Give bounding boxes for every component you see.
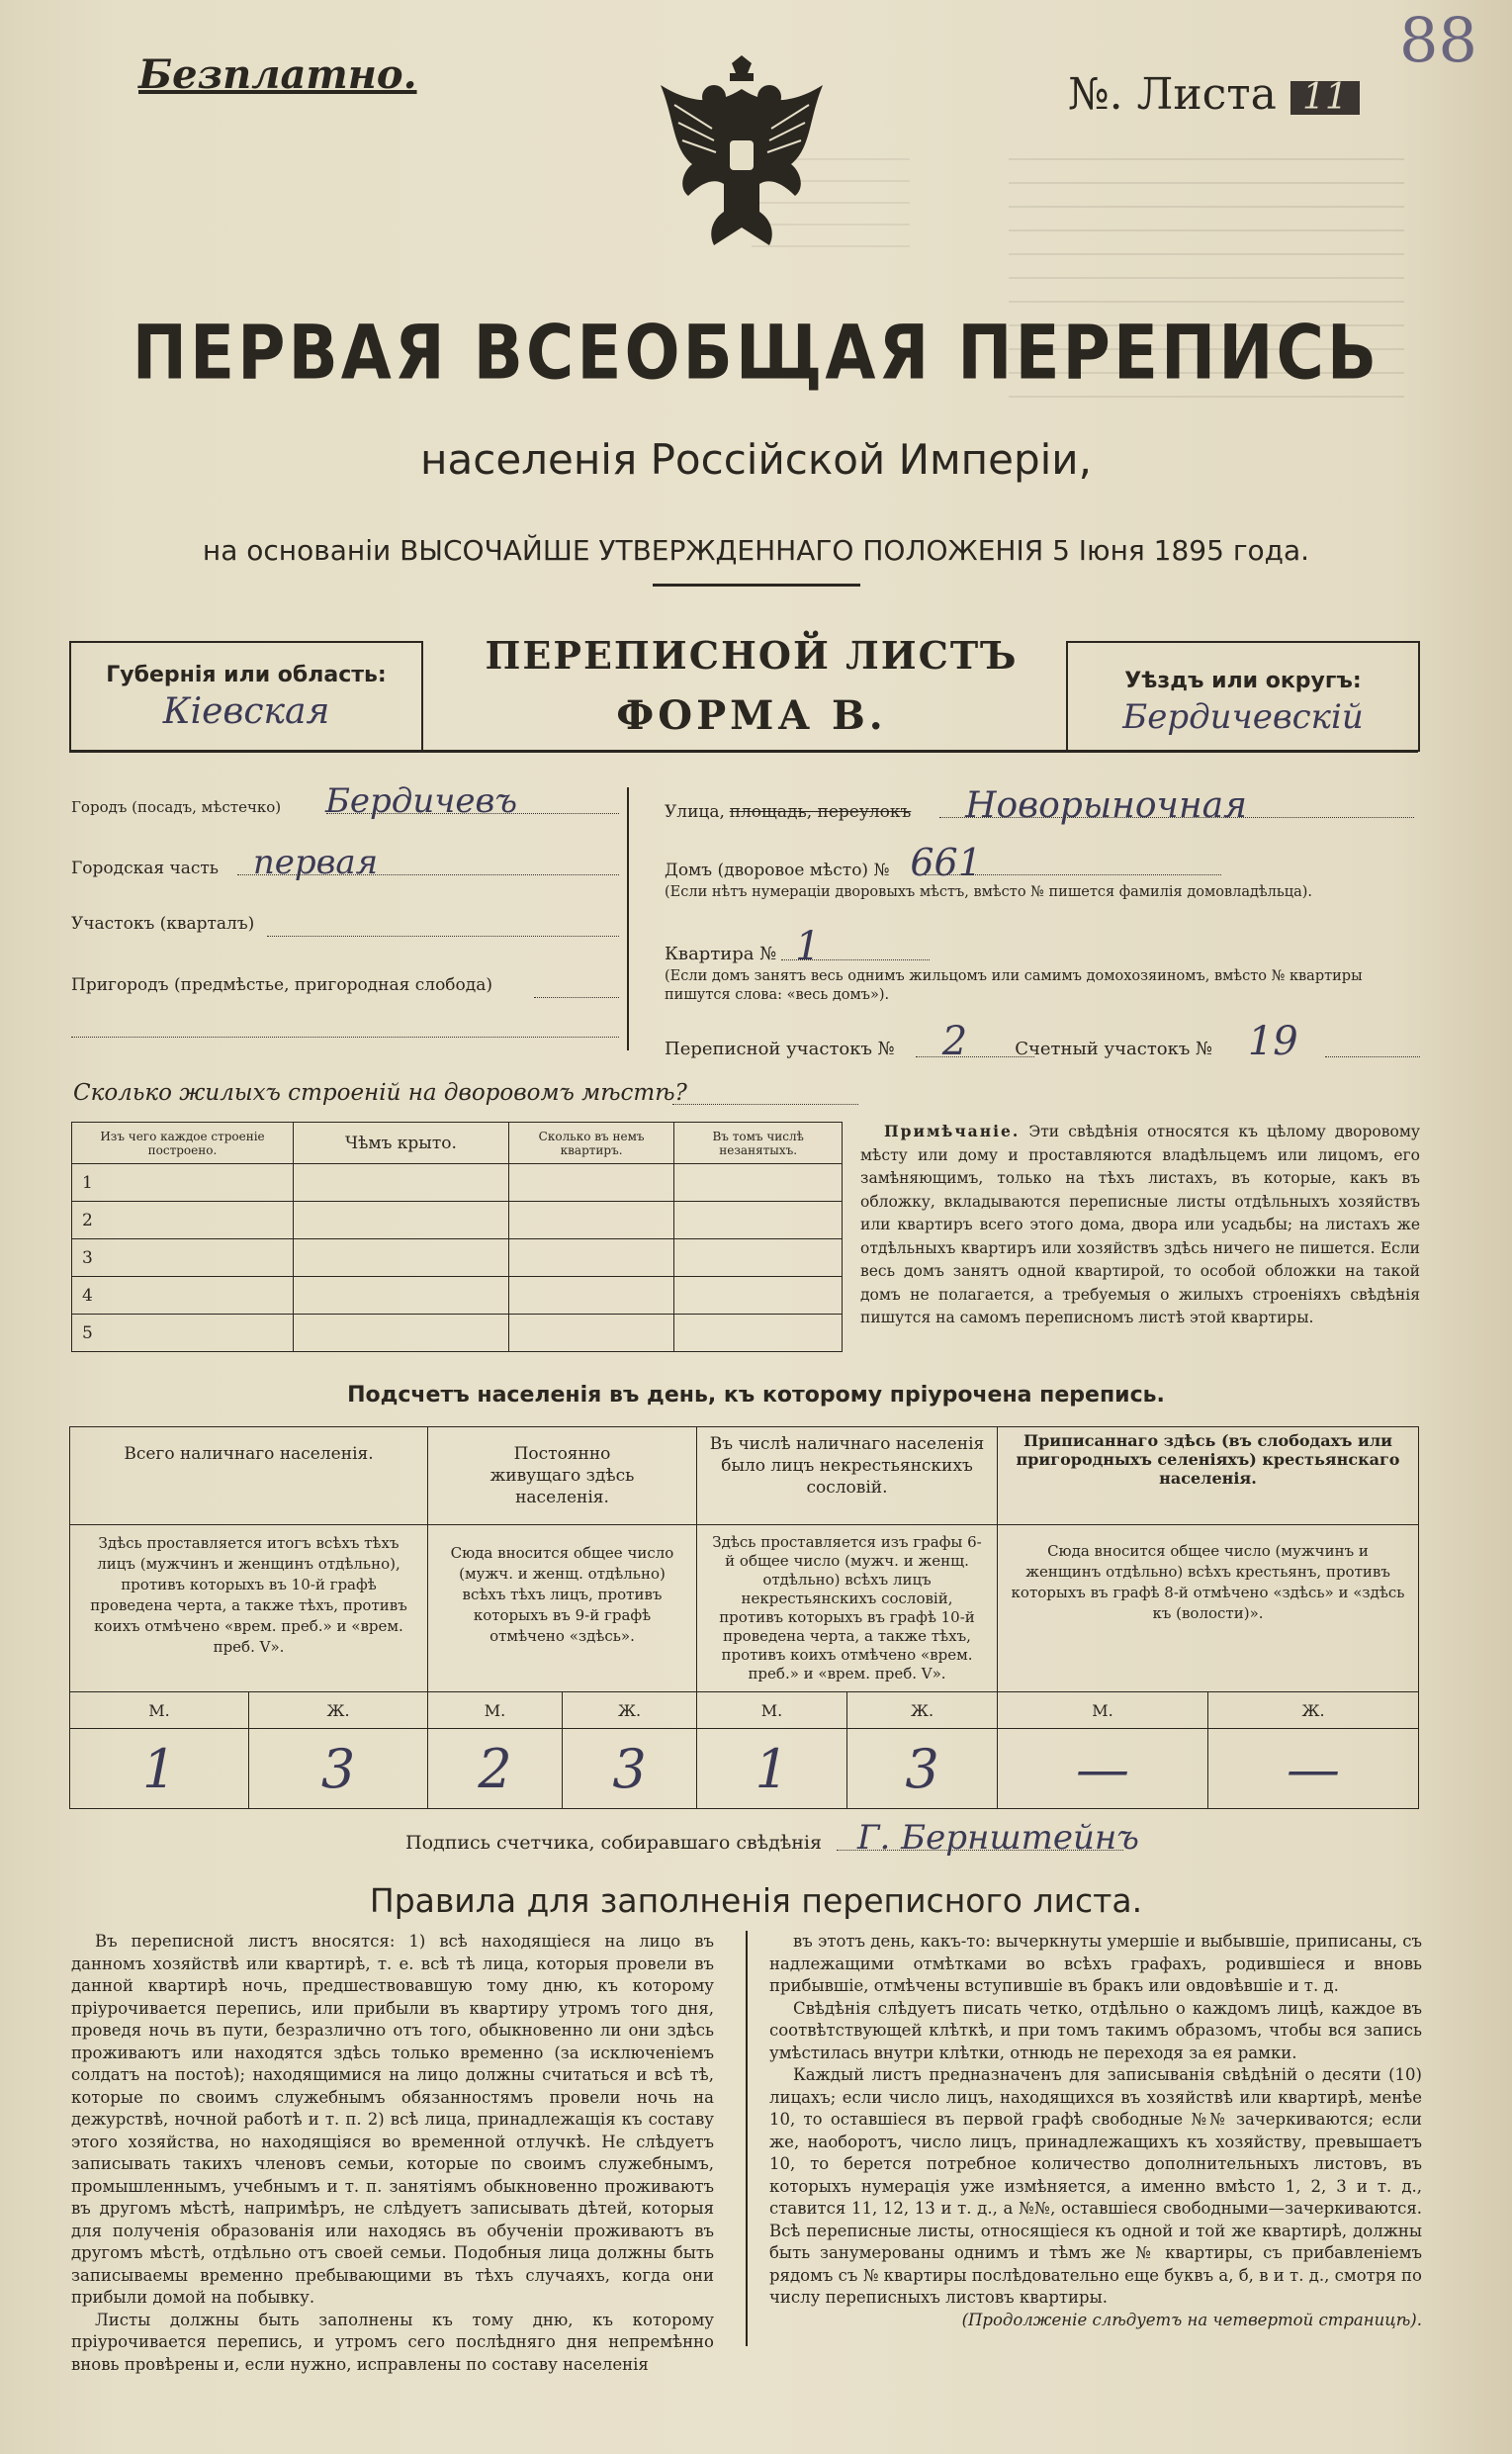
street-value: Новорыночная (965, 785, 1247, 826)
apartment-label: Квартира № (665, 944, 777, 964)
rules-left-column (71, 1931, 714, 2376)
count-district-value: 19 (1247, 1019, 1298, 1064)
city-line (326, 813, 619, 814)
table-row (72, 1164, 843, 1202)
buildings-note-text: Эти свѣдѣнія относятся къ цѣлому дворовому мѣсту или дому и проставляются владѣльцемъ или лицомъ, его замѣняющимъ, только на тѣхъ листахъ, въ которые, какъ въ обложку, вкладываются переписные листы отдѣльныхъ хозяйствъ или квартиръ всего этого дома, двора или усадьбы; на листахъ же отдѣльныхъ квартиръ или хозяйствъ здѣсь ничего не пишется. Если весь домъ занятъ одной квартирой, то особой обложки на такой домъ не полагается, а требуемыя о жилыхъ строеніяхъ свѣдѣнія пишутся на самомъ переписномъ листѣ этой квартиры. (860, 1123, 1420, 1326)
form-name: ФОРМА В. (616, 692, 887, 739)
buildings-question: Сколько жилыхъ строеній на дворовомъ мѣстѣ? (73, 1080, 687, 1106)
census-district-field (665, 1019, 1436, 1064)
house-label: Домъ (дворовое мѣсто) № (665, 861, 890, 880)
male-label: М. (428, 1692, 563, 1729)
row-number: 1 (72, 1164, 294, 1202)
double-headed-eagle-icon (653, 49, 831, 257)
count-desc-peasant: Сюда вносится общее число (мужчинъ и женщинъ отдѣльно) всѣхъ крестьянъ, противъ которыхъ въ графѣ 8-й отмѣчено «здѣсь» и «здѣсь къ (волости)». (998, 1525, 1419, 1692)
district-field (71, 914, 254, 934)
peasant-female-value: — (1208, 1729, 1419, 1809)
table-row (72, 1277, 843, 1315)
uezd-label: Уѣздъ или округъ: (1124, 669, 1362, 693)
suburb-label: Пригородъ (предмѣстье, пригородная слобода) (71, 975, 493, 995)
suburb-field (71, 975, 492, 995)
female-label: Ж. (249, 1692, 428, 1729)
buildings-col-material: Изъ чего каждое строеніе построено. (72, 1123, 294, 1164)
count-col-nonpeasant: Въ числѣ наличнаго населенія было лицъ некрестьянскихъ сословій. (697, 1427, 998, 1525)
rules-continuation: (Продолженіе слѣдуетъ на четвертой страницѣ). (961, 2310, 1422, 2329)
city-part-line (237, 874, 619, 875)
buildings-col-apartments: Сколько въ немъ квартиръ. (508, 1123, 673, 1164)
present-male-value: 1 (70, 1729, 249, 1809)
form-title: ПЕРЕПИСНОЙ ЛИСТЪ (485, 633, 1019, 678)
count-title: Подсчетъ населенія въ день, къ которому пріурочена перепись. (347, 1383, 1165, 1408)
rules-divider (746, 1931, 748, 2346)
count-col-peasant: Приписаннаго здѣсь (въ слободахъ или пригородныхъ селеніяхъ) крестьянскаго населенія. (998, 1427, 1419, 1525)
row-number: 4 (72, 1277, 294, 1315)
page-subtitle: населенія Россійской Имперіи, (420, 435, 1092, 484)
street-field (665, 785, 1416, 826)
uezd-value: Бердичевскій (1122, 697, 1364, 737)
count-col-present: Всего наличнаго населенія. (70, 1427, 428, 1525)
census-district-line (916, 1056, 1034, 1057)
gubernia-label: Губернія или область: (106, 663, 387, 687)
rules-paragraph: Въ переписной листъ вносятся: 1) всѣ находящіеся на лицо въ данномъ хозяйствѣ или квартирѣ, т. е. всѣ тѣ лица, которыя провели въ данной квартирѣ ночь, предшествовавшую тому дню, къ которому пріурочивается перепись, или прибыли въ квартиру утромъ того дня, проведя ночь въ пути, безразлично отъ того, обыкновенно ли они здѣсь проживаютъ или находятся здѣсь только временно (за исключеніемъ солдатъ на постоѣ); находящимися на лицо должны считаться и всѣ тѣ, которые по своимъ служебнымъ обязанностямъ провели ночь на дежурствѣ, ночной работѣ и т. п. 2) всѣ лица, принадлежащія къ составу этого хозяйства, но находящіяся во временной отлучкѣ. Не слѣдуетъ записывать такихъ членовъ семьи, которые по своимъ служебнымъ, промышленнымъ, учебнымъ и т. п. занятіямъ обыкновенно проживаютъ въ другомъ мѣстѣ, напримѣръ, не слѣдуетъ записывать дѣтей, которыя для полученія образованія или находясь въ обученіи проживаютъ въ другомъ мѣстѣ, отдѣльно отъ своей семьи. Подобныя лица должны быть записываемы временно пребывающими въ тѣхъ случаяхъ, когда они прибыли домой на побывку. (71, 1932, 714, 2307)
permanent-male-value: 2 (428, 1729, 563, 1809)
sheet-number-value: 11 (1290, 81, 1360, 115)
count-desc-nonpeasant: Здѣсь проставляется изъ графы 6-й общее число (мужч. и женщ. отдѣльно) всѣхъ лицъ некрестьянскихъ сословій, противъ которыхъ въ графѣ 10-й проведена черта, а также тѣхъ, противъ коихъ отмѣчено «врем. преб.» и «врем. преб. V». (697, 1525, 998, 1692)
gubernia-box (69, 641, 423, 752)
apartment-value: 1 (795, 924, 821, 969)
street-label: Улица, (665, 802, 725, 822)
sheet-number (1068, 69, 1360, 120)
signature-label: Подпись счетчика, собиравшаго свѣдѣнія (405, 1832, 822, 1854)
rules-paragraph: въ этотъ день, какъ-то: вычеркнуты умершіе и выбывшіе, приписаны, съ надлежащими отмѣтками во всѣхъ графахъ, родившіеся и вновь прибывшіе, отмѣчены вступившіе въ бракъ или овдовѣвшіе и т. д. (769, 1932, 1422, 1995)
male-label: М. (70, 1692, 249, 1729)
table-row (72, 1239, 843, 1277)
signature-field (405, 1818, 1295, 1858)
male-label: М. (697, 1692, 847, 1729)
location-divider (627, 787, 629, 1050)
free-label: Безплатно. (138, 51, 417, 98)
buildings-question-line (672, 1104, 858, 1105)
signature-value: Г. Бернштейнъ (857, 1818, 1139, 1858)
count-district-label: Счетный участокъ № (1015, 1039, 1213, 1059)
permanent-female-value: 3 (563, 1729, 697, 1809)
table-row (72, 1315, 843, 1352)
city-part-label: Городская часть (71, 859, 220, 878)
apartment-line (781, 959, 930, 960)
buildings-table (71, 1122, 843, 1352)
rules-paragraph: Листы должны быть заполнены къ тому дню, къ которому пріурочивается перепись, и утромъ сего послѣдняго дня непремѣнно вновь провѣрены и, если нужно, исправлены по составу населенія (71, 2310, 714, 2374)
female-label: Ж. (847, 1692, 998, 1729)
house-field (665, 841, 1416, 884)
count-desc-permanent: Сюда вносится общее число (мужч. и женщ. отдѣльно) всѣхъ тѣхъ лицъ, противъ которыхъ въ 9-й графѣ отмѣчено «здѣсь». (428, 1525, 697, 1692)
house-note: (Если нѣтъ нумераціи дворовыхъ мѣстъ, вмѣсто № пишется фамилія домовладѣльца). (665, 884, 1313, 900)
house-value: 661 (910, 841, 982, 884)
district-line (267, 936, 619, 937)
buildings-note-title: Примѣчаніе. (884, 1122, 1021, 1140)
apartment-note: (Если домъ занятъ весь однимъ жильцомъ или самимъ домохозяиномъ, вмѣсто № квартиры пишутся слова: «весь домъ»). (665, 968, 1363, 1003)
city-label: Городъ (посадъ, мѣстечко) (71, 798, 282, 816)
district-label: Участокъ (кварталъ) (71, 914, 255, 934)
header-divider (653, 584, 860, 587)
nonpeasant-male-value: 1 (697, 1729, 847, 1809)
row-number: 3 (72, 1239, 294, 1277)
signature-line (837, 1850, 1123, 1851)
row-number: 2 (72, 1202, 294, 1239)
census-district-value: 2 (941, 1019, 968, 1064)
rules-title: Правила для заполненія переписного листа. (369, 1881, 1143, 1920)
nonpeasant-female-value: 3 (847, 1729, 998, 1809)
apartment-field (665, 924, 1416, 969)
gubernia-value: Кіевская (162, 691, 330, 732)
count-desc-present: Здѣсь проставляется итогъ всѣхъ тѣхъ лицъ (мужчинъ и женщинъ отдѣльно), противъ которыхъ въ 10-й графѣ проведена черта, а также тѣхъ, противъ коихъ отмѣчено «врем. преб.» и «врем. преб. V». (70, 1525, 428, 1692)
peasant-male-value: — (998, 1729, 1208, 1809)
suburb-line-2 (71, 1037, 619, 1038)
rules-right-column (769, 1931, 1422, 2331)
street-line (939, 817, 1414, 818)
buildings-col-vacant: Въ томъ числѣ незанятыхъ. (674, 1123, 843, 1164)
city-part-value: первая (252, 843, 379, 882)
female-label: Ж. (1208, 1692, 1419, 1729)
rules-paragraph: Каждый листъ предназначенъ для записыванія свѣдѣній о десяти (10) лицахъ; если число лицъ, находящихся въ хозяйствѣ или квартирѣ, менѣе 10, то оставшіеся въ первой графѣ свободные №№ зачеркиваются; если же, наоборотъ, число лицъ, принадлежащихъ къ хозяйству, превышаетъ 10, то берется потребное количество дополнительныхъ листовъ, въ которыхъ нумерація уже измѣняется, а именно вмѣсто 1, 2, 3 и т. д., ставится 11, 12, 13 и т. д., а №№, оставшіеся свободными—зачеркиваются. Всѣ переписные листы, относящіеся къ одной и той же квартирѣ, должны быть занумерованы однимъ и тѣмъ же № квартиры, съ прибавленіемъ рядомъ съ № квартиры послѣдовательно еще буквъ а, б, в и т. д., смотря по числу переписныхъ листовъ квартиры. (769, 2065, 1422, 2307)
legal-basis: на основаніи ВЫСОЧАЙШЕ УТВЕРЖДЕННАГО ПОЛОЖЕНІЯ 5 Іюня 1895 года. (202, 534, 1310, 567)
population-count-table (69, 1426, 1419, 1809)
row-number: 5 (72, 1315, 294, 1352)
sheet-number-label: №. Листа (1068, 69, 1277, 120)
uezd-box (1066, 641, 1420, 752)
table-row (72, 1202, 843, 1239)
present-female-value: 3 (249, 1729, 428, 1809)
city-field (71, 781, 621, 821)
archive-number: 88 (1399, 4, 1477, 76)
census-district-label: Переписной участокъ № (665, 1039, 895, 1059)
city-value: Бердичевъ (324, 781, 517, 821)
male-label: М. (998, 1692, 1208, 1729)
count-col-permanent: Постоянно живущаго здѣсь населенія. (428, 1427, 697, 1525)
rules-paragraph: Свѣдѣнія слѣдуетъ писать четко, отдѣльно о каждомъ лицѣ, каждое въ соотвѣтствующей клѣткѣ, и при томъ такимъ образомъ, чтобы вся запись умѣстилась внутри клѣтки, отнюдь не переходя за ея рамки. (769, 1998, 1422, 2062)
form-box-bottom (69, 750, 1418, 753)
city-part-field (71, 843, 621, 882)
count-district-line (1325, 1056, 1420, 1057)
page-title: ПЕРВАЯ ВСЕОБЩАЯ ПЕРЕПИСЬ (132, 309, 1380, 397)
suburb-line (534, 997, 619, 998)
buildings-note (860, 1120, 1420, 1330)
street-label-struck: площадь, переулокъ (729, 802, 912, 822)
buildings-col-roof: Чѣмъ крыто. (294, 1123, 509, 1164)
house-line (925, 874, 1221, 875)
female-label: Ж. (563, 1692, 697, 1729)
